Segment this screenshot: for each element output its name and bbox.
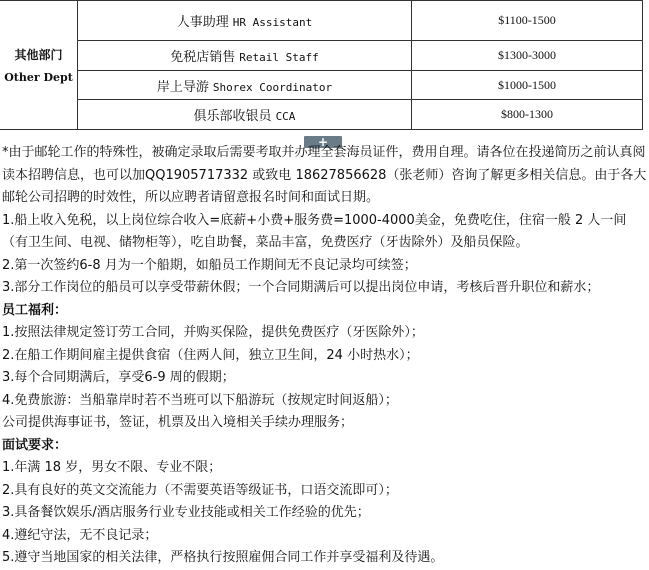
position-cell <box>78 100 412 130</box>
welfare-point: 1.按照法律规定签订劳工合同，并购买保险，提供免费医疗（牙医除外）； <box>2 325 424 340</box>
recruitment-text <box>2 142 648 570</box>
position-cell <box>78 41 412 71</box>
expand-plus-button[interactable]: + <box>304 136 342 148</box>
salary-cell: $1000-1500 <box>412 70 643 100</box>
salary-point: 2.第一次签约6-8 月为一个船期，如船员工作期间无不良记录均可续签； <box>2 257 417 273</box>
position-name-zh: 人事助理 <box>176 15 229 31</box>
position-name-en: HR Assistant <box>232 16 313 30</box>
table-row <box>0 1 643 41</box>
position-name-en: Shorex Coordinator <box>212 80 333 94</box>
position-name-zh: 免税店销售 <box>170 49 236 65</box>
interview-point: 4.遵纪守法，无不良记录； <box>2 527 158 543</box>
table-row <box>0 100 643 130</box>
intro-paragraph: *由于邮轮工作的特殊性，被确定录取后需要考取并办理全套海员证件，费用自理。请各位在投递简历之前认真阅读本招聘信息，也可以加QQ1905717332 或致电 18627856628（张老师）咨询了解更多相关信息。由于各大邮轮公司招聘的时效性，所以应聘者请留意报名时间和面试日期。 <box>2 145 647 205</box>
salary-cell: $800-1300 <box>412 100 643 130</box>
position-name-en: CCA <box>275 110 296 124</box>
salary-point: 1.船上收入免税，以上岗位综合收入=底薪+小费+服务费=1000-4000美金，免费吃住，住宿一般 2 人一间 <box>2 212 627 228</box>
welfare-point: 2.在船工作期间雇主提供食宿（住两人间，独立卫生间，24 小时热水）； <box>2 347 419 363</box>
welfare-point: 公司提供海事证书，签证，机票及出入境相关手续办理服务； <box>2 415 354 430</box>
welfare-point: 4.免费旅游：当船靠岸时若不当班可以下船游玩（按规定时间返船）； <box>2 392 398 408</box>
salary-cell: $1300-3000 <box>412 41 643 71</box>
department-name-zh: 其他部门 <box>14 48 63 62</box>
position-name-zh: 岸上导游 <box>156 79 209 95</box>
table-row <box>0 70 643 100</box>
department-cell <box>0 1 78 130</box>
position-name-zh: 俱乐部收银员 <box>193 109 272 125</box>
position-salary-table <box>0 0 643 130</box>
interview-point: 2.具有良好的英文交流能力（不需要英语等级证书，口语交流即可）； <box>2 482 398 498</box>
department-name-en: Other Dept <box>4 71 73 84</box>
interview-point: 5.遵守当地国家的相关法律，严格执行按照雇佣合同工作并享受福利及待遇。 <box>2 550 444 565</box>
welfare-heading: 员工福利： <box>2 302 68 318</box>
interview-point: 1.年满 18 岁，男女不限、专业不限； <box>2 460 222 475</box>
position-cell <box>78 70 412 100</box>
interview-point: 3.具备餐饮娱乐/酒店服务行业专业技能或相关工作经验的优先； <box>2 505 370 520</box>
welfare-point: 3.每个合同期满后，享受6-9 周的假期； <box>2 370 235 385</box>
salary-cell: $1100-1500 <box>412 1 643 41</box>
position-name-en: Retail Staff <box>239 50 319 64</box>
position-cell <box>78 1 412 41</box>
interview-heading: 面试要求： <box>2 437 68 453</box>
table-row <box>0 41 643 71</box>
salary-point: （有卫生间、电视、储物柜等），吃自助餐，菜品丰富，免费医疗（牙齿除外）及船员保险。 <box>2 235 529 250</box>
salary-point: 3.部分工作岗位的船员可以享受带薪休假；一个合同期满后可以提出岗位申请，考核后晋升职位和薪水； <box>2 280 600 295</box>
